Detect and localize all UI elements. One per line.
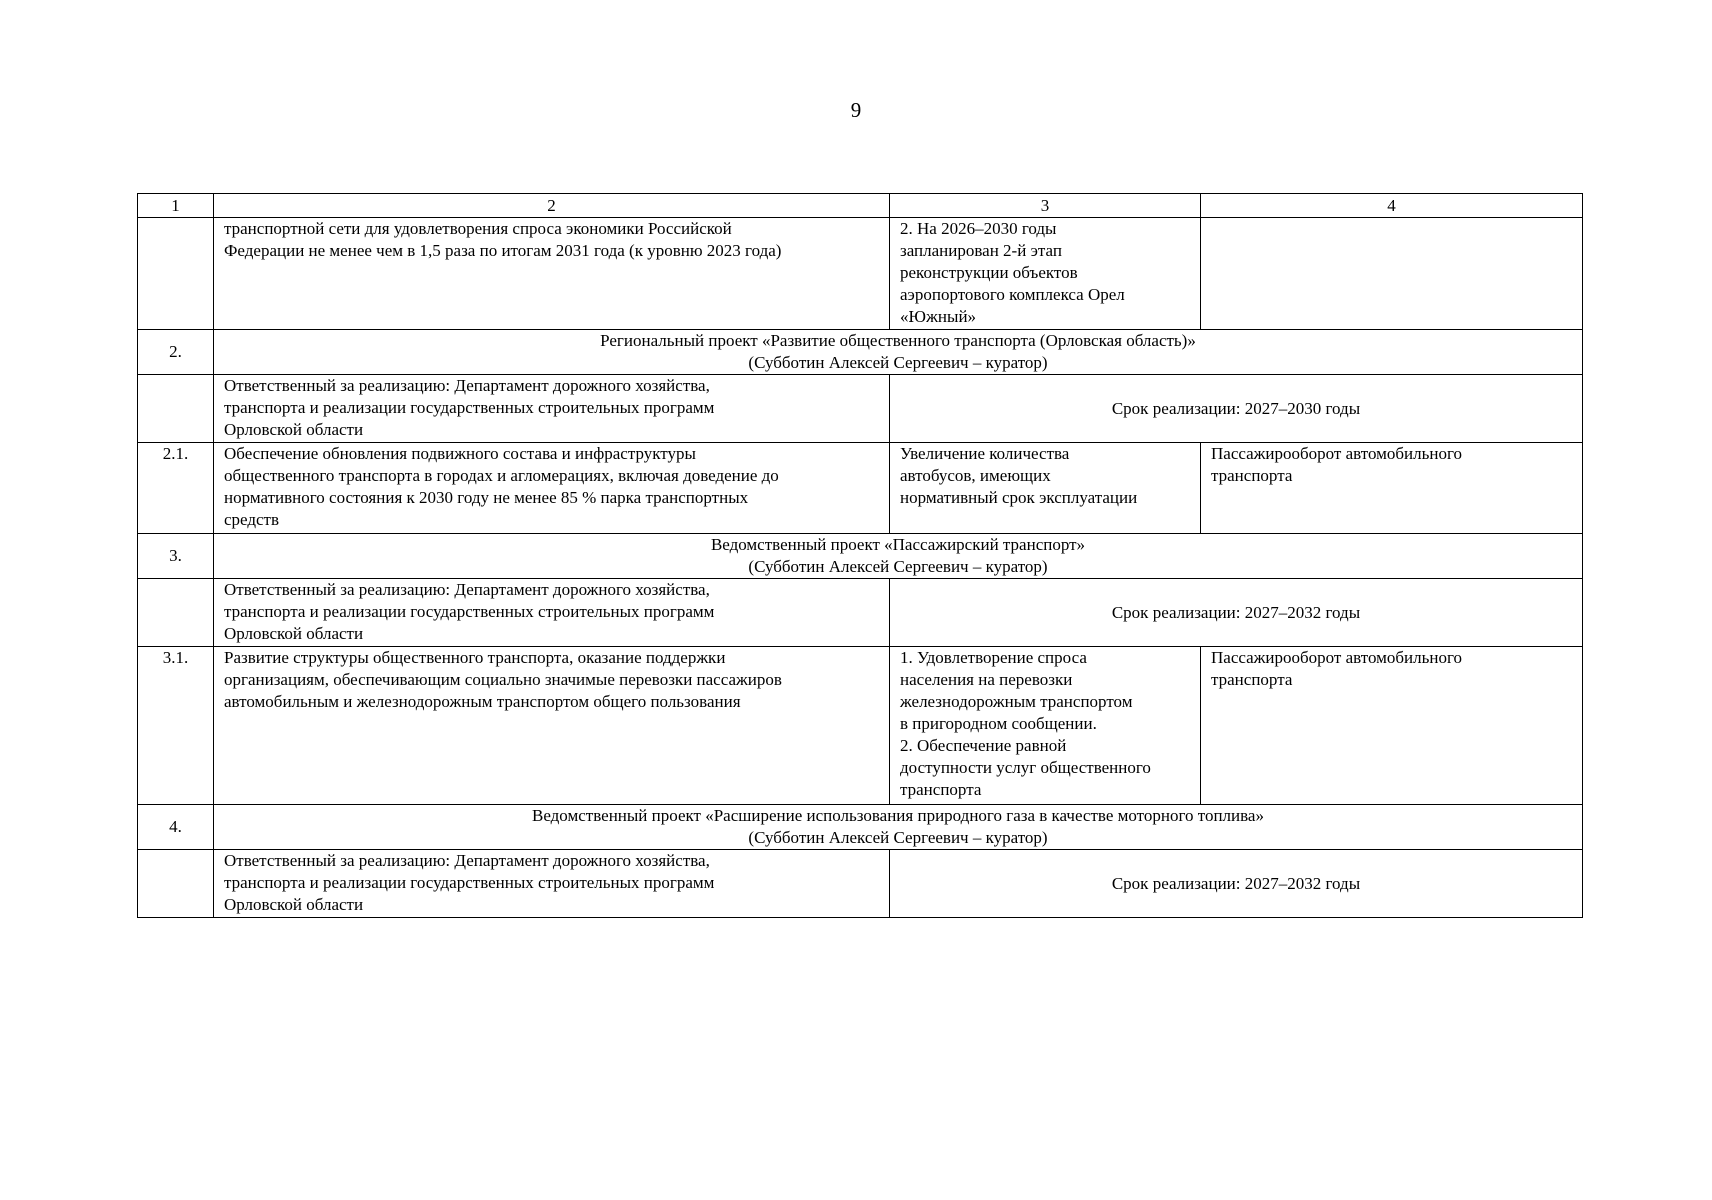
effect-cell: 2. На 2026–2030 годы запланирован 2-й этап реконструкции объектов аэропортового комплекса Орел «Южный» [890, 218, 1201, 330]
header-cell: 2 [214, 194, 890, 218]
table-row [138, 647, 1583, 805]
task-cell: Обеспечение обновления подвижного состава и инфраструктуры общественного транспорта в городах и агломерациях, включая доведение до нормативного состояния к 2030 году не менее 85 % парка транспортных средств [214, 443, 890, 534]
number-cell [138, 218, 214, 330]
term-cell: Срок реализации: 2027–2030 годы [890, 375, 1583, 443]
responsible-cell: Ответственный за реализацию: Департамент дорожного хозяйства, транспорта и реализации государственных строительных программ Орловской области [214, 579, 890, 647]
task-cell: транспортной сети для удовлетворения спроса экономики Российской Федерации не менее чем в 1,5 раза по итогам 2031 года (к уровню 2023 года) [214, 218, 890, 330]
section-number: 4. [138, 805, 214, 850]
effect-cell: 1. Удовлетворение спроса населения на перевозки железнодорожным транспортом в пригородном сообщении. 2. Обеспечение равной доступности услуг общественного транспорта [890, 647, 1201, 805]
number-cell [138, 375, 214, 443]
indicator-cell [1201, 218, 1583, 330]
responsible-row [138, 850, 1583, 918]
responsible-row [138, 579, 1583, 647]
table-header-row [138, 194, 1583, 218]
table-row [138, 218, 1583, 330]
table-row [138, 443, 1583, 534]
number-cell [138, 850, 214, 918]
term-cell: Срок реализации: 2027–2032 годы [890, 850, 1583, 918]
section-number: 2. [138, 330, 214, 375]
section-title-row [138, 330, 1583, 375]
term-cell: Срок реализации: 2027–2032 годы [890, 579, 1583, 647]
indicator-cell: Пассажирооборот автомобильного транспорта [1201, 647, 1583, 805]
item-number: 2.1. [138, 443, 214, 534]
section-title-row [138, 805, 1583, 850]
header-cell: 3 [890, 194, 1201, 218]
section-title: Ведомственный проект «Пассажирский транспорт» (Субботин Алексей Сергеевич – куратор) [214, 534, 1583, 579]
responsible-row [138, 375, 1583, 443]
effect-cell: Увеличение количества автобусов, имеющих нормативный срок эксплуатации [890, 443, 1201, 534]
item-number: 3.1. [138, 647, 214, 805]
responsible-cell: Ответственный за реализацию: Департамент дорожного хозяйства, транспорта и реализации государственных строительных программ Орловской области [214, 375, 890, 443]
header-cell: 4 [1201, 194, 1583, 218]
task-cell: Развитие структуры общественного транспорта, оказание поддержки организациям, обеспечивающим социально значимые перевозки пассажиров автомобильным и железнодорожным транспортом общего пользования [214, 647, 890, 805]
number-cell [138, 579, 214, 647]
section-number: 3. [138, 534, 214, 579]
section-title: Ведомственный проект «Расширение использования природного газа в качестве моторного топлива» (Субботин Алексей Сергеевич – куратор) [214, 805, 1583, 850]
projects-table [137, 193, 1583, 918]
header-cell: 1 [138, 194, 214, 218]
section-title-row [138, 534, 1583, 579]
indicator-cell: Пассажирооборот автомобильного транспорта [1201, 443, 1583, 534]
page-number: 9 [850, 98, 862, 122]
section-title: Региональный проект «Развитие общественного транспорта (Орловская область)» (Субботин Алексей Сергеевич – куратор) [214, 330, 1583, 375]
responsible-cell: Ответственный за реализацию: Департамент дорожного хозяйства, транспорта и реализации государственных строительных программ Орловской области [214, 850, 890, 918]
